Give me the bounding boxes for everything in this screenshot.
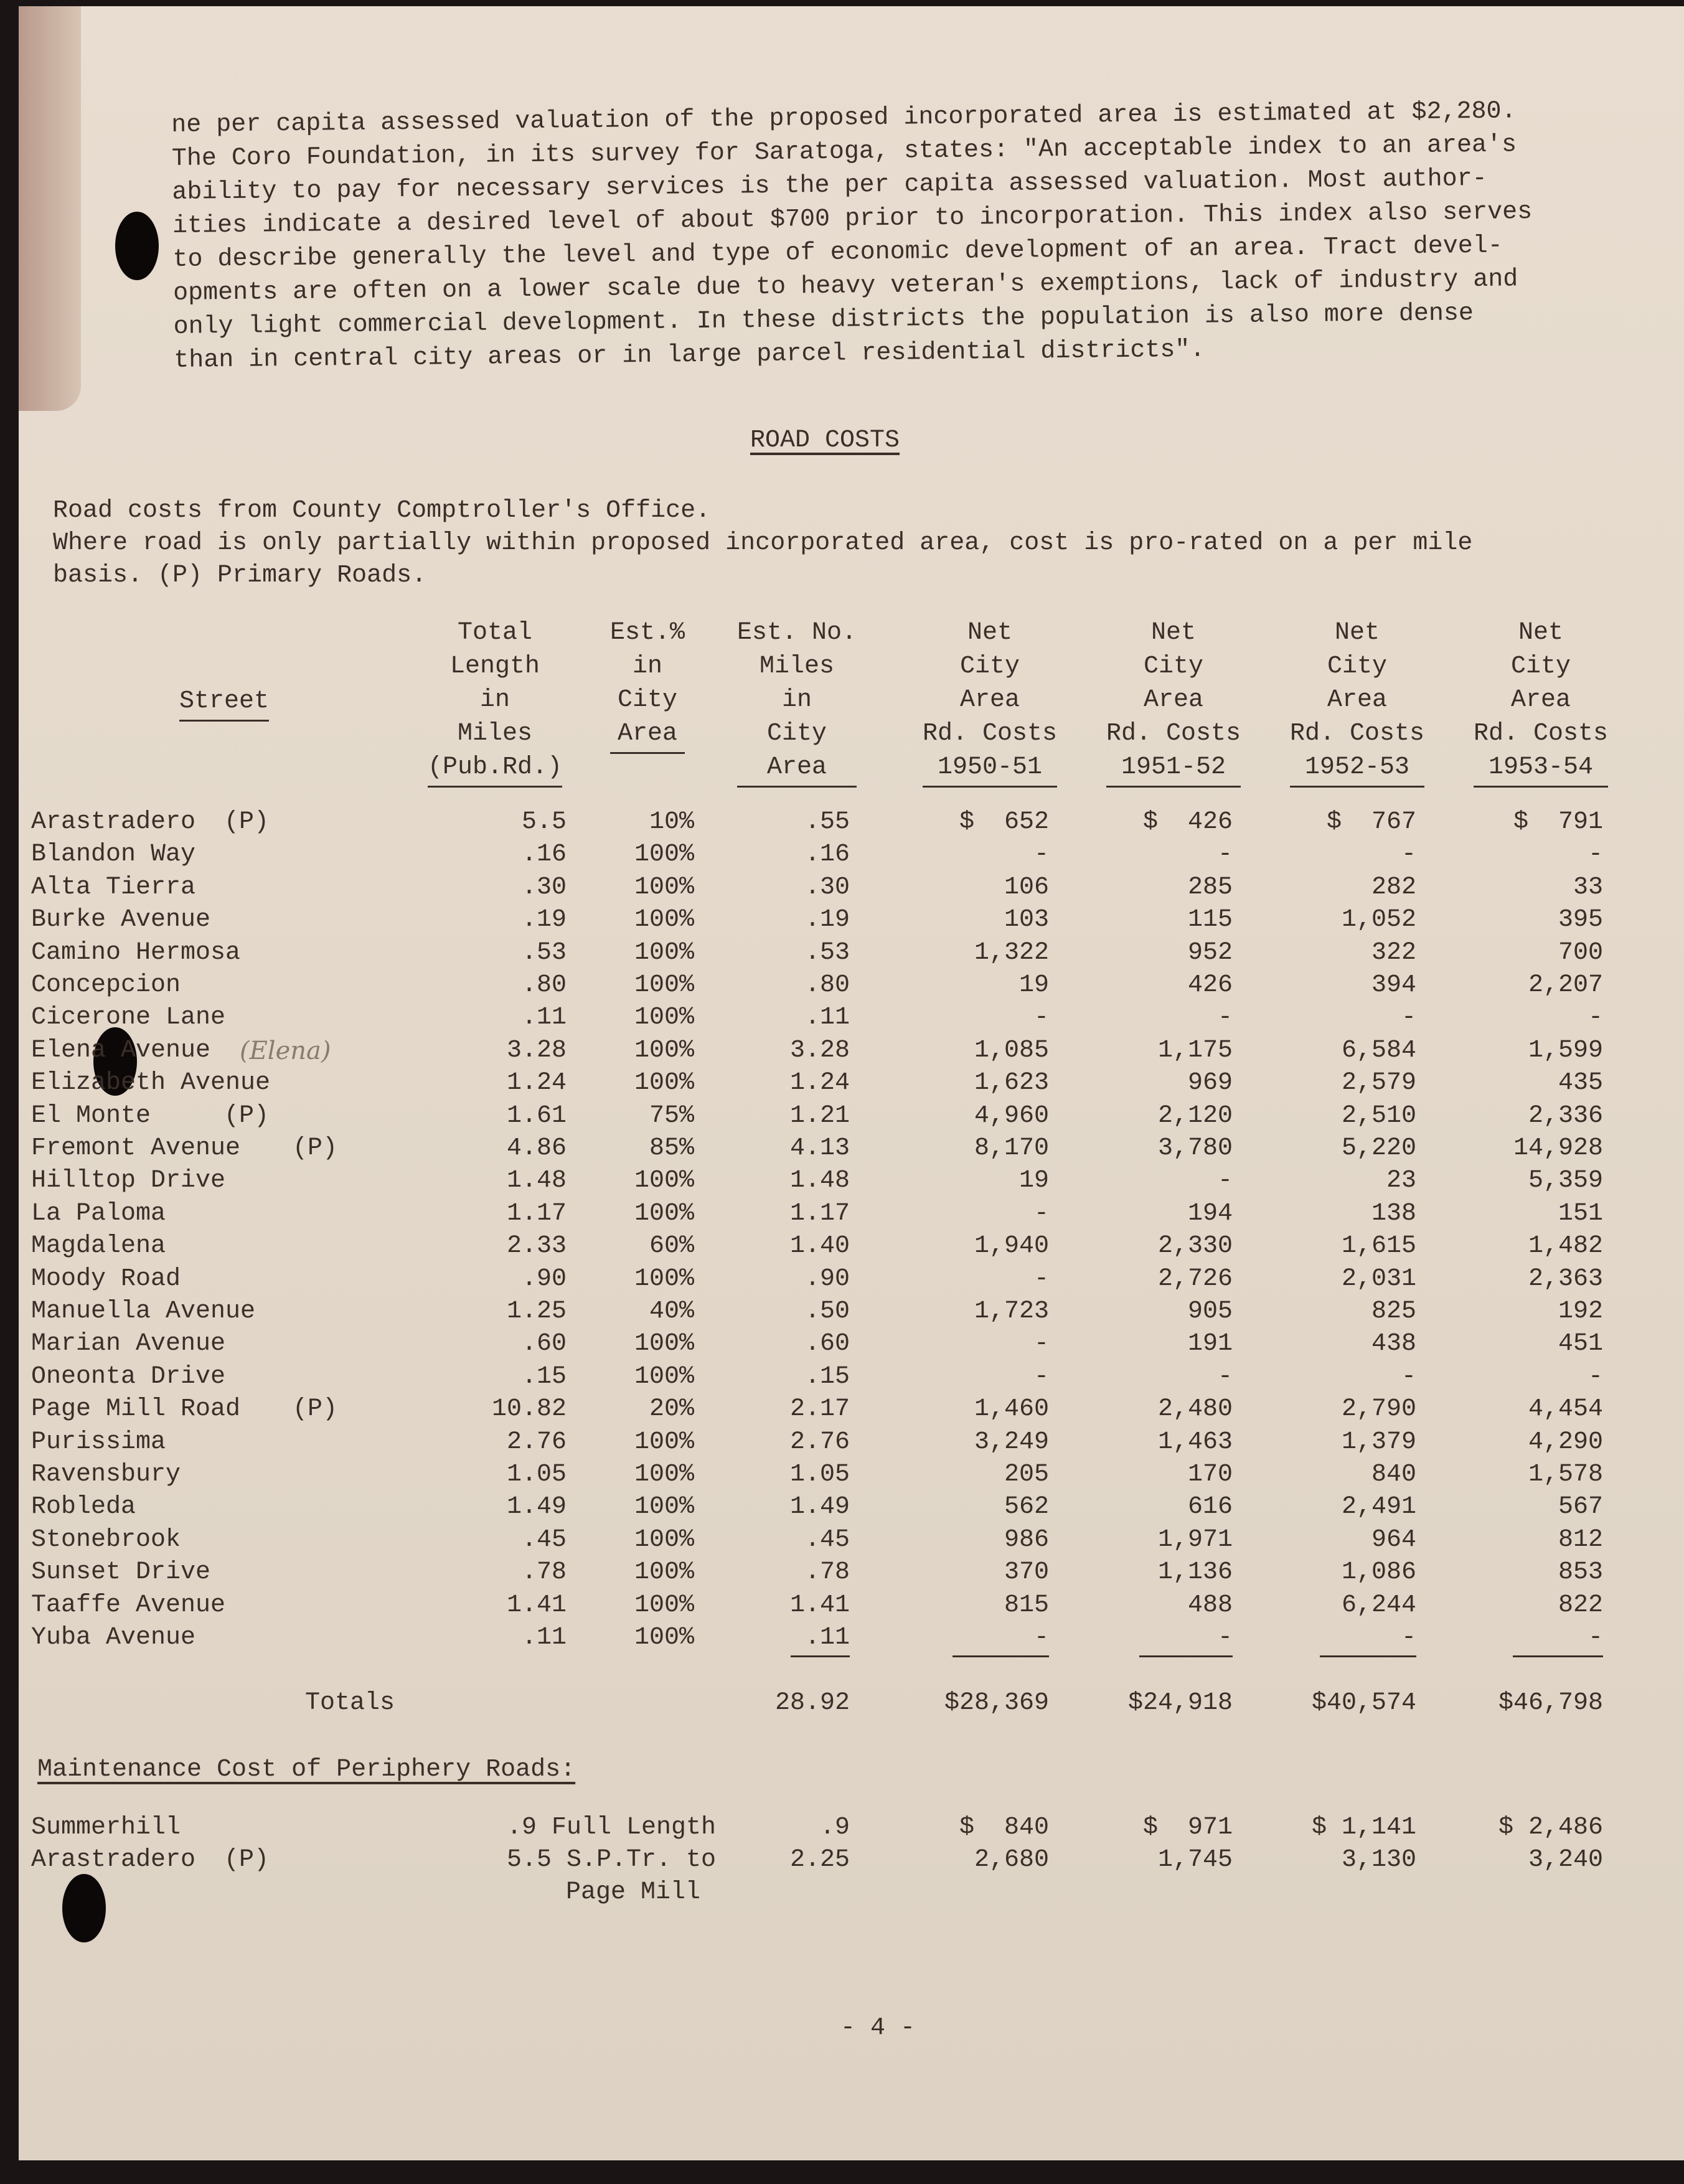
cell-c2: 191 [1187, 1330, 1233, 1358]
cell-c2: - [1217, 1624, 1233, 1652]
street-name: Moody Road [31, 1264, 181, 1293]
cell-c1: 562 [1004, 1493, 1049, 1522]
street-name: Elena Avenue [31, 1036, 211, 1065]
street-name: Alta Tierra [31, 873, 196, 901]
street-name: Ravensbury [31, 1461, 181, 1489]
street-name: Stonebrook [31, 1525, 181, 1554]
cell-c3: 5,220 [1341, 1134, 1416, 1162]
cell-pct: 40% [649, 1297, 694, 1325]
cell-c1: 3,249 [974, 1428, 1049, 1456]
periphery-row [19, 1844, 1684, 1876]
cell-miles: .15 [804, 1362, 850, 1391]
cell-c2: 115 [1187, 906, 1233, 934]
cell-miles: .30 [804, 873, 850, 901]
street-name: Fremont Avenue [31, 1134, 241, 1162]
punch-hole [115, 212, 159, 280]
cell-c1: 1,460 [974, 1395, 1049, 1424]
cell-c1: 1,940 [974, 1232, 1049, 1261]
table-row [19, 1263, 1684, 1296]
cell-c3: 2,579 [1341, 1069, 1416, 1098]
cell-length: 1.61 [506, 1101, 567, 1130]
cell-length: 1.05 [506, 1461, 567, 1489]
cell-length: 1.17 [506, 1199, 567, 1228]
cell-miles: .16 [804, 840, 850, 869]
cell-c2: - [1217, 1167, 1233, 1195]
table-row [19, 1165, 1684, 1197]
table-row [19, 1100, 1684, 1132]
cell-c4: 2,207 [1528, 971, 1603, 999]
cell-miles: .78 [804, 1558, 850, 1587]
cell-pct: 10% [649, 808, 694, 836]
total-c3: $40,574 [1311, 1689, 1416, 1717]
cell-c4: 5,359 [1528, 1167, 1603, 1195]
cell-c3: - [1401, 840, 1416, 869]
cell-c1: - [1033, 1264, 1049, 1293]
cell-c2: - [1217, 1362, 1233, 1391]
cell-c1: 986 [1004, 1525, 1049, 1554]
length-desc-continued: Page Mill [565, 1878, 700, 1906]
cell-c2: 1,175 [1157, 1036, 1233, 1065]
cell-miles: .80 [804, 971, 850, 999]
cell-c2: 2,726 [1157, 1264, 1233, 1293]
cell-c1: 19 [1018, 971, 1049, 999]
cell-pct: 100% [634, 1199, 694, 1228]
cell-c3: 1,379 [1341, 1428, 1416, 1456]
street-name: Elizabeth Avenue [31, 1069, 271, 1098]
cell-length: .15 [521, 1362, 567, 1391]
cell-length: .16 [521, 840, 567, 869]
cell-miles: .19 [804, 906, 850, 934]
cell-c2: 2,480 [1157, 1395, 1233, 1424]
cell-miles: .60 [804, 1330, 850, 1358]
cell-c2: 2,120 [1157, 1101, 1233, 1130]
cell-pct: 100% [634, 1624, 694, 1652]
cell-pct: 100% [634, 873, 694, 901]
sum-rule [1139, 1655, 1233, 1657]
cell-c1: 103 [1004, 906, 1049, 934]
cell-c2: 905 [1187, 1297, 1233, 1325]
cell-miles: .11 [804, 1624, 850, 1652]
cell-pct: 100% [634, 1036, 694, 1065]
cell-c1: - [1033, 1330, 1049, 1358]
header-pct: Est.% in City Area [598, 616, 697, 754]
cell-miles: .53 [804, 938, 850, 967]
cell-c4: 192 [1558, 1297, 1603, 1325]
cell-pct: 100% [634, 1591, 694, 1619]
cell-c1: 1,085 [974, 1036, 1049, 1065]
cell-c2: $ 426 [1142, 808, 1233, 836]
intro-line: only light commercial development. In these districts the population is also more dense [173, 299, 1474, 341]
cell-miles: .9 [819, 1814, 850, 1842]
cell-c4: 3,240 [1528, 1846, 1603, 1874]
cell-length: .53 [521, 938, 567, 967]
table-row [19, 1393, 1684, 1426]
cell-c3: $ 767 [1326, 808, 1416, 836]
street-name: Oneonta Drive [31, 1362, 226, 1391]
header-miles: Est. No. Miles in City Area [728, 616, 865, 788]
cell-c2: 285 [1187, 873, 1233, 901]
cell-length: .60 [521, 1330, 567, 1358]
intro-line: ne per capita assessed valuation of the proposed incorporated area is estimated at $2,280. [171, 97, 1517, 139]
cell-c3: 6,244 [1341, 1591, 1416, 1619]
primary-flag: (P) [224, 808, 270, 836]
cell-c1: - [1033, 1004, 1049, 1032]
intro-line: to describe generally the level and type of economic development of an area. Tract devel- [172, 232, 1503, 274]
street-name: Purissima [31, 1428, 166, 1456]
street-name: Marian Avenue [31, 1330, 226, 1358]
cell-miles: 1.21 [789, 1101, 850, 1130]
street-name: Robleda [31, 1493, 136, 1522]
table-row [19, 806, 1684, 839]
cell-c1: 370 [1004, 1558, 1049, 1587]
cell-pct: 100% [634, 1330, 694, 1358]
cell-miles: 1.05 [789, 1461, 850, 1489]
cell-c2: 3,780 [1157, 1134, 1233, 1162]
total-c4: $46,798 [1498, 1689, 1603, 1717]
cell-miles: 1.48 [789, 1167, 850, 1195]
cell-c2: 1,971 [1157, 1525, 1233, 1554]
cell-c2: 1,463 [1157, 1428, 1233, 1456]
cell-length: .11 [521, 1624, 567, 1652]
street-name: Camino Hermosa [31, 938, 241, 967]
cell-c4: 435 [1558, 1069, 1603, 1098]
cell-miles: 1.40 [789, 1232, 850, 1261]
table-row [19, 1589, 1684, 1622]
street-name: Taaffe Avenue [31, 1591, 226, 1619]
cell-c1: 1,723 [974, 1297, 1049, 1325]
cell-miles: 2.76 [789, 1428, 850, 1456]
cell-c3: 840 [1371, 1461, 1416, 1489]
cell-c2: 1,136 [1157, 1558, 1233, 1587]
cell-c3: 438 [1371, 1330, 1416, 1358]
cell-c2: $ 971 [1142, 1814, 1233, 1842]
header-cost-1950: Net City Area Rd. Costs 1950-51 [906, 616, 1074, 788]
street-name: Yuba Avenue [31, 1624, 196, 1652]
cell-c1: 205 [1004, 1461, 1049, 1489]
cell-c4: 1,578 [1528, 1461, 1603, 1489]
cell-pct: 100% [634, 1428, 694, 1456]
table-row [19, 937, 1684, 969]
cell-c3: - [1401, 1362, 1416, 1391]
header-cost-1952: Net City Area Rd. Costs 1952-53 [1273, 616, 1441, 788]
cell-length: .80 [521, 971, 567, 999]
cell-c4: 14,928 [1513, 1134, 1603, 1162]
cell-c4: 1,599 [1528, 1036, 1603, 1065]
intro-line: The Coro Foundation, in its survey for Saratoga, states: "An acceptable index to an area's [171, 131, 1517, 173]
intro-line: ities indicate a desired level of about $700 prior to incorporation. This index also serves [172, 198, 1533, 240]
street-name: Concepcion [31, 971, 181, 999]
intro-paragraph [171, 93, 1680, 378]
cell-length: 1.41 [506, 1591, 567, 1619]
document-page [19, 6, 1684, 2160]
cell-pct: 100% [634, 1264, 694, 1293]
cell-c2: 194 [1187, 1199, 1233, 1228]
section-title: ROAD COSTS [750, 426, 900, 454]
header-cost-1953: Net City Area Rd. Costs 1953-54 [1457, 616, 1625, 788]
cell-c3: 138 [1371, 1199, 1416, 1228]
cell-c4: - [1588, 1004, 1603, 1032]
cell-c1: 106 [1004, 873, 1049, 901]
table-row [19, 1524, 1684, 1556]
cell-c3: 1,052 [1341, 906, 1416, 934]
cell-c2: 488 [1187, 1591, 1233, 1619]
cell-c3: 322 [1371, 938, 1416, 967]
cell-miles: .50 [804, 1297, 850, 1325]
primary-flag: (P) [293, 1134, 338, 1162]
cell-c1: - [1033, 1362, 1049, 1391]
intro-line: ability to pay for necessary services is the per capita assessed valuation. Most author- [172, 164, 1487, 207]
cell-c3: 23 [1386, 1167, 1416, 1195]
cell-c4: 812 [1558, 1525, 1603, 1554]
cell-c3: 1,615 [1341, 1232, 1416, 1261]
street-name: Sunset Drive [31, 1558, 211, 1587]
cell-length: 2.33 [506, 1232, 567, 1261]
cell-c1: 4,960 [974, 1101, 1049, 1130]
street-name: Arastradero [31, 808, 196, 836]
cell-c1: 1,623 [974, 1069, 1049, 1098]
page-fold [19, 6, 81, 411]
cell-c1: - [1033, 1199, 1049, 1228]
cell-length: 1.24 [506, 1069, 567, 1098]
cell-c4: 853 [1558, 1558, 1603, 1587]
cell-pct: 100% [634, 1461, 694, 1489]
header-length: Total Length in Miles (Pub.Rd.) [417, 616, 573, 788]
cell-miles: 2.25 [789, 1846, 850, 1874]
cell-c4: - [1588, 1362, 1603, 1391]
cell-c2: 969 [1187, 1069, 1233, 1098]
cell-miles: 1.17 [789, 1199, 850, 1228]
cell-c1: 815 [1004, 1591, 1049, 1619]
total-miles: 28.92 [774, 1689, 850, 1717]
street-name: Hilltop Drive [31, 1167, 226, 1195]
cell-c3: 6,584 [1341, 1036, 1416, 1065]
street-name: Cicerone Lane [31, 1004, 226, 1032]
sum-rule [1320, 1655, 1416, 1657]
cell-c3: $ 1,141 [1311, 1814, 1416, 1842]
cell-c3: 3,130 [1341, 1846, 1416, 1874]
cell-length: .19 [521, 906, 567, 934]
periphery-row-continued [19, 1876, 1684, 1909]
cell-pct: 60% [649, 1232, 694, 1261]
cell-pct: 20% [649, 1395, 694, 1424]
primary-flag: (P) [224, 1846, 270, 1874]
cell-c3: 825 [1371, 1297, 1416, 1325]
cell-pct: 100% [634, 1525, 694, 1554]
cell-length: 1.25 [506, 1297, 567, 1325]
table-row [19, 1132, 1684, 1165]
cell-miles: 1.41 [789, 1591, 850, 1619]
handwritten-note: (Elena) [240, 1036, 331, 1065]
cell-c4: $ 791 [1513, 808, 1603, 836]
cell-miles: 1.49 [789, 1493, 850, 1522]
cell-length: .45 [521, 1525, 567, 1554]
cell-c3: 282 [1371, 873, 1416, 901]
table-row [19, 1459, 1684, 1491]
street-name: La Paloma [31, 1199, 166, 1228]
street-name: Manuella Avenue [31, 1297, 256, 1325]
cell-pct: 85% [649, 1134, 694, 1162]
note-line: Where road is only partially within proposed incorporated area, cost is pro-rated on a per mile [53, 529, 1473, 557]
cell-c4: 451 [1558, 1330, 1603, 1358]
cell-pct: 100% [634, 906, 694, 934]
totals-row [19, 1687, 1684, 1720]
cell-c4: 2,363 [1528, 1264, 1603, 1293]
cell-c2: 1,745 [1157, 1846, 1233, 1874]
cell-c4: 1,482 [1528, 1232, 1603, 1261]
street-name: El Monte [31, 1101, 151, 1130]
cell-c2: 616 [1187, 1493, 1233, 1522]
primary-flag: (P) [224, 1101, 270, 1130]
periphery-row [19, 1812, 1684, 1844]
cell-c3: 964 [1371, 1525, 1416, 1554]
total-c1: $28,369 [944, 1689, 1049, 1717]
cell-c3: 2,031 [1341, 1264, 1416, 1293]
cell-length: 10.82 [491, 1395, 567, 1424]
cell-c4: 395 [1558, 906, 1603, 934]
total-c2: $24,918 [1127, 1689, 1233, 1717]
cell-pct: 100% [634, 971, 694, 999]
cell-c3: 394 [1371, 971, 1416, 999]
table-row [19, 839, 1684, 871]
cell-pct: 100% [634, 1362, 694, 1391]
cell-c1: $ 840 [959, 1814, 1049, 1842]
cell-length: 2.76 [506, 1428, 567, 1456]
cell-c4: - [1588, 840, 1603, 869]
cell-length: 5.5 [521, 808, 567, 836]
street-name: Blandon Way [31, 840, 196, 869]
header-street: Street [171, 685, 277, 722]
cell-c2: 952 [1187, 938, 1233, 967]
cell-length: .90 [521, 1264, 567, 1293]
sum-rule [791, 1655, 850, 1657]
table-row [19, 1556, 1684, 1589]
cell-pct: 100% [634, 840, 694, 869]
cell-miles: .11 [804, 1004, 850, 1032]
table-row [19, 1426, 1684, 1459]
cell-length: 4.86 [506, 1134, 567, 1162]
table-row [19, 1361, 1684, 1393]
street-name: Page Mill Road [31, 1395, 241, 1424]
note-line: Road costs from County Comptroller's Office. [53, 497, 711, 525]
cell-miles: 1.24 [789, 1069, 850, 1098]
table-row [19, 969, 1684, 1002]
cell-c4: 700 [1558, 938, 1603, 967]
cell-length: 1.48 [506, 1167, 567, 1195]
page-number: - 4 - [840, 2014, 916, 2042]
totals-label: Totals [305, 1689, 395, 1717]
street-name: Burke Avenue [31, 906, 211, 934]
cell-c2: 426 [1187, 971, 1233, 999]
header-cost-1951: Net City Area Rd. Costs 1951-52 [1089, 616, 1258, 788]
table-row [19, 1491, 1684, 1523]
cell-c3: 2,491 [1341, 1493, 1416, 1522]
table-row [19, 1002, 1684, 1034]
cell-c4: 4,290 [1528, 1428, 1603, 1456]
cell-pct: 100% [634, 1167, 694, 1195]
cell-c4: - [1588, 1624, 1603, 1652]
cell-c2: - [1217, 1004, 1233, 1032]
intro-line: opments are often on a lower scale due to heavy veteran's exemptions, lack of industry and [172, 265, 1518, 308]
table-row [19, 1622, 1684, 1654]
table-row [19, 1328, 1684, 1360]
cell-c2: 2,330 [1157, 1232, 1233, 1261]
primary-flag: (P) [293, 1395, 338, 1424]
table-row [19, 1230, 1684, 1263]
cell-pct: 100% [634, 1493, 694, 1522]
cell-c1: 8,170 [974, 1134, 1049, 1162]
cell-pct: 100% [634, 938, 694, 967]
cell-c4: 4,454 [1528, 1395, 1603, 1424]
length-desc: 5.5 S.P.Tr. to [506, 1846, 716, 1874]
cell-miles: .45 [804, 1525, 850, 1554]
cell-c2: 170 [1187, 1461, 1233, 1489]
cell-length: 3.28 [506, 1036, 567, 1065]
cell-pct: 100% [634, 1069, 694, 1098]
cell-c1: 2,680 [974, 1846, 1049, 1874]
note-line: basis. (P) Primary Roads. [53, 562, 427, 590]
cell-c4: 33 [1573, 873, 1603, 901]
cell-pct: 100% [634, 1558, 694, 1587]
cell-c1: - [1033, 1624, 1049, 1652]
cell-c4: 567 [1558, 1493, 1603, 1522]
street-name: Summerhill [31, 1814, 181, 1842]
cell-c4: 822 [1558, 1591, 1603, 1619]
table-row [19, 904, 1684, 936]
cell-miles: .55 [804, 808, 850, 836]
table-notes [53, 495, 1472, 592]
table-row [19, 1296, 1684, 1328]
cell-c3: - [1401, 1004, 1416, 1032]
cell-c1: - [1033, 840, 1049, 869]
street-name: Magdalena [31, 1232, 166, 1261]
table-row [19, 1067, 1684, 1099]
table-row [19, 872, 1684, 904]
periphery-title: Maintenance Cost of Periphery Roads: [37, 1756, 576, 1784]
cell-miles: 3.28 [789, 1036, 850, 1065]
cell-c4: 2,336 [1528, 1101, 1603, 1130]
street-name: Arastradero [31, 1846, 196, 1874]
cell-length: 1.49 [506, 1493, 567, 1522]
cell-c3: 2,510 [1341, 1101, 1416, 1130]
cell-c3: 1,086 [1341, 1558, 1416, 1587]
cell-length: .30 [521, 873, 567, 901]
cell-c1: 19 [1018, 1167, 1049, 1195]
cell-c3: 2,790 [1341, 1395, 1416, 1424]
table-row [19, 1035, 1684, 1067]
length-desc: .9 Full Length [506, 1814, 716, 1842]
intro-line: than in central city areas or in large parcel residential districts". [174, 336, 1205, 375]
sum-rule [953, 1655, 1049, 1657]
sum-rule [1513, 1655, 1603, 1657]
cell-length: .78 [521, 1558, 567, 1587]
cell-pct: 75% [649, 1101, 694, 1130]
cell-c3: - [1401, 1624, 1416, 1652]
cell-miles: 4.13 [789, 1134, 850, 1162]
cell-miles: .90 [804, 1264, 850, 1293]
table-row [19, 1198, 1684, 1230]
cell-miles: 2.17 [789, 1395, 850, 1424]
cell-c1: $ 652 [959, 808, 1049, 836]
cell-c4: 151 [1558, 1199, 1603, 1228]
cell-c2: - [1217, 840, 1233, 869]
cell-pct: 100% [634, 1004, 694, 1032]
cell-c1: 1,322 [974, 938, 1049, 967]
cell-c4: $ 2,486 [1498, 1814, 1603, 1842]
cell-length: .11 [521, 1004, 567, 1032]
